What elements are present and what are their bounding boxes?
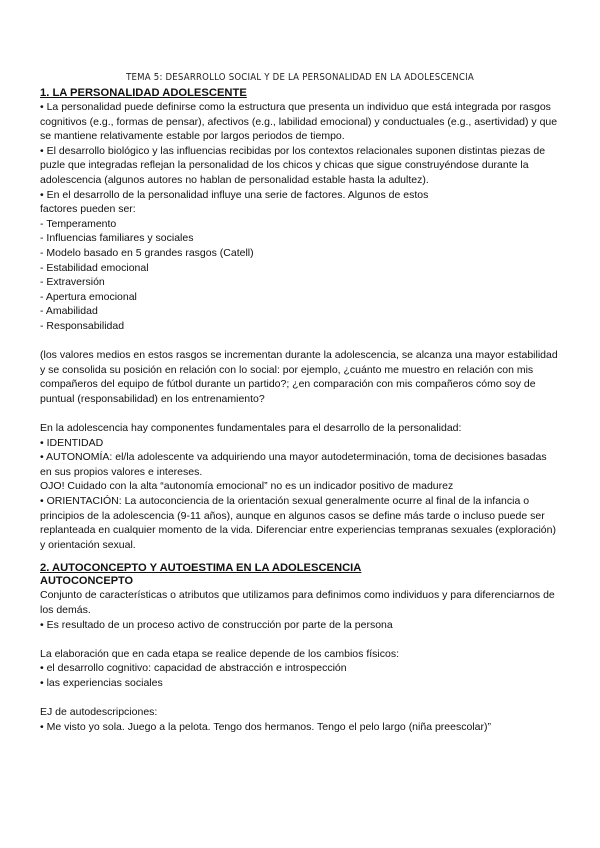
paragraph-ojo-note: OJO! Cuidado con la alta “autonomía emocional” no es un indicador positivo de madurez <box>40 480 454 493</box>
paragraph-traits-note: (los valores medios en estos rasgos se incrementan durante la adolescencia, se alcanza una mayor estabilidad y se consolida su posición en relación con lo social: por ejemplo, ¿cuánto me muestro en relación con mis compañeros del equipo de fútbol durante un partido?; ¿en comparación con mis compañeros cómo soy de puntual (responsabilidad) en los entrenamiento? <box>40 349 558 405</box>
list-item: - Estabilidad emocional <box>40 261 149 274</box>
bullet-social-experiences: • las experiencias sociales <box>40 676 163 689</box>
paragraph-factors-intro-cont: factores pueden ser: <box>40 203 136 216</box>
paragraph-components-intro: En la adolescencia hay componentes fundamentales para el desarrollo de la personalidad: <box>40 422 462 435</box>
paragraph-examples-intro: EJ de autodescripciones: <box>40 706 158 719</box>
list-item: - Temperamento <box>40 217 117 230</box>
section-2-heading: 2. AUTOCONCEPTO Y AUTOESTIMA EN LA ADOLESCENCIA <box>40 562 362 575</box>
paragraph-factors-intro: • En el desarrollo de la personalidad influye una serie de factores. Algunos de estos <box>40 188 429 201</box>
paragraph-biological-development: • El desarrollo biológico y las influencias recibidas por los contextos relacionales suponen distintas piezas de puzle que integradas reflejan la personalidad de los chicos y chicas que sigue construyéndose durante la adolescencia (algunos autores no hablan de personalidad estable hasta la adultez). <box>40 144 546 186</box>
bullet-orientacion: • ORIENTACIÓN: La autoconciencia de la orientación sexual generalmente ocurre al final de la infancia o principios de la adolescencia (9-11 años), aunque en algunos casos se define más tarde o incluso puede ser replanteada en cualquier momento de la vida. Diferenciar entre experiencias tempranas sexuales (exploración) y orientación sexual. <box>40 495 556 551</box>
paragraph-elaboration: La elaboración que en cada etapa se realice depende de los cambios físicos: <box>40 647 399 660</box>
paragraph-autoconcepto-definition: Conjunto de características o atributos que utilizamos para definimos como individuos y para diferenciarnos de los demás. <box>40 589 555 616</box>
bullet-example-self-description: • Me visto yo sola. Juego a la pelota. Tengo dos hermanos. Tengo el pelo largo (niña preescolar)” <box>40 720 491 733</box>
list-item: - Influencias familiares y sociales <box>40 232 194 245</box>
list-item: - Responsabilidad <box>40 319 125 332</box>
subheading-autoconcepto: AUTOCONCEPTO <box>40 575 134 588</box>
section-1-heading: 1. LA PERSONALIDAD ADOLESCENTE <box>40 87 247 99</box>
list-item: - Modelo basado en 5 grandes rasgos (Catell) <box>40 246 254 259</box>
bullet-active-process: • Es resultado de un proceso activo de construcción por parte de la persona <box>40 618 393 631</box>
page-title: TEMA 5: DESARROLLO SOCIAL Y DE LA PERSONALIDAD EN LA ADOLESCENCIA <box>126 72 474 84</box>
list-item: - Amabilidad <box>40 305 98 318</box>
list-item: - Apertura emocional <box>40 290 137 303</box>
bullet-cognitive-development: • el desarrollo cognitivo: capacidad de abstracción e introspección <box>40 662 347 675</box>
paragraph-personality-definition: • La personalidad puede definirse como la estructura que presenta un individuo que está integrada por rasgos cognitivos (e.g., formas de pensar), afectivos (e.g., labilidad emocional) y conductuales (e.g., asertividad) y que se mantiene relativamente estable por largos periodos de tiempo. <box>40 101 558 143</box>
document-page <box>40 73 560 734</box>
bullet-identidad: • IDENTIDAD <box>40 436 104 449</box>
list-item: - Extraversión <box>40 276 105 289</box>
bullet-autonomia: • AUTONOMÍA: el/la adolescente va adquiriendo una mayor autodeterminación, toma de decisiones basadas en sus propios valores e intereses. <box>40 451 547 478</box>
